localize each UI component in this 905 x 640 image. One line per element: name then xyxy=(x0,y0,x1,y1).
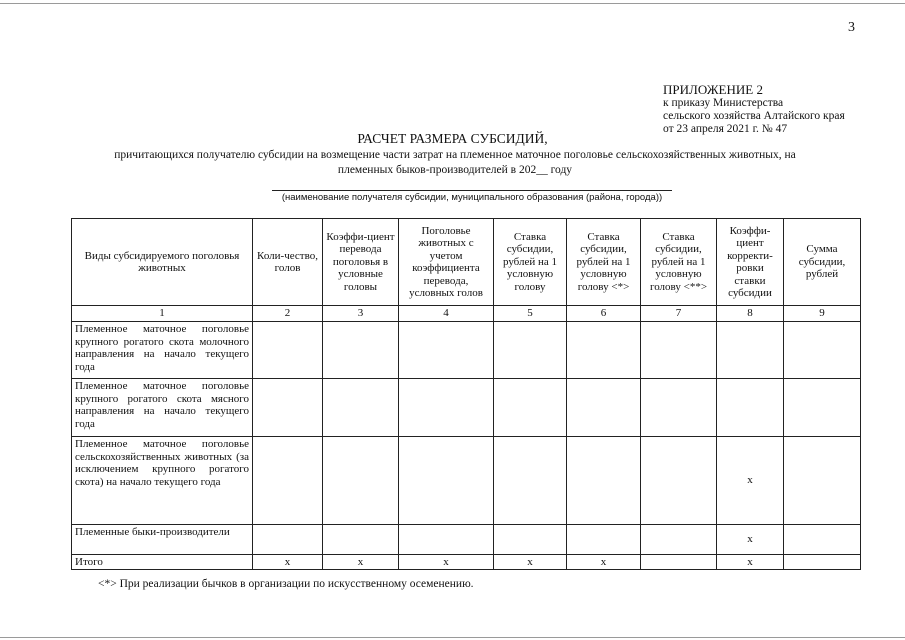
table-row xyxy=(72,525,861,555)
table-cell xyxy=(323,379,399,437)
subtitle-line-2: племенных быков-производителей в 202__ году xyxy=(337,164,573,176)
top-border-line xyxy=(0,3,905,4)
row-label: Племенное маточное поголовье крупного рогатого скота мясного направления на начало текущего года xyxy=(72,379,253,437)
table-cell xyxy=(253,379,323,437)
document-title: РАСЧЕТ РАЗМЕРА СУБСИДИЙ, xyxy=(357,131,548,146)
header-cell: Коэффи-циент корректи-ровки ставки субсидии xyxy=(717,219,784,306)
table-cell xyxy=(399,322,494,379)
subsidy-calculation-table xyxy=(71,218,861,570)
row-label: Племенное маточное поголовье сельскохозяйственных животных (за исключением крупного рогатого скота) на начало текущего года xyxy=(72,437,253,525)
table-cell xyxy=(567,525,641,555)
total-cell: x xyxy=(253,555,323,570)
header-cell: Коли-чество, голов xyxy=(253,219,323,306)
footnote: <*> При реализации бычков в организации по искусственному осеменению. xyxy=(98,578,474,590)
row-label: Племенное маточное поголовье крупного рогатого скота молочного направления на начало текущего года xyxy=(72,322,253,379)
subtitle-line-1: причитающихся получателю субсидии на возмещение части затрат на племенное маточное поголовье сельскохозяйственных животных, на xyxy=(114,149,796,161)
table-cell xyxy=(784,322,861,379)
table-row xyxy=(72,437,861,525)
total-cell xyxy=(784,555,861,570)
table-cell xyxy=(717,322,784,379)
recipient-name-caption: (наименование получателя субсидии, муниципального образования (района, города)) xyxy=(281,192,663,203)
table-cell xyxy=(253,322,323,379)
column-number: 4 xyxy=(399,306,494,322)
appendix-title: ПРИЛОЖЕНИЕ 2 xyxy=(663,82,763,97)
column-number: 9 xyxy=(784,306,861,322)
table-cell xyxy=(323,437,399,525)
table-cell xyxy=(253,525,323,555)
total-cell: x xyxy=(717,555,784,570)
total-cell: x xyxy=(494,555,567,570)
recipient-name-line xyxy=(272,190,672,191)
header-cell: Виды субсидируемого поголовья животных xyxy=(72,219,253,306)
table-cell xyxy=(399,525,494,555)
appendix-line-2: сельского хозяйства Алтайского края xyxy=(663,110,845,122)
header-cell: Поголовье животных с учетом коэффициента перевода, условных голов xyxy=(399,219,494,306)
appendix-line-1: к приказу Министерства xyxy=(663,97,784,109)
table-cell xyxy=(494,525,567,555)
table-cell xyxy=(323,525,399,555)
total-row xyxy=(72,555,861,570)
total-label: Итого xyxy=(72,555,253,570)
table-cell xyxy=(494,437,567,525)
table-cell xyxy=(784,379,861,437)
appendix-block xyxy=(663,82,845,136)
table-cell xyxy=(641,322,717,379)
table-header-row xyxy=(72,219,861,306)
column-number: 3 xyxy=(323,306,399,322)
header-cell: Сумма субсидии, рублей xyxy=(784,219,861,306)
document-subtitle xyxy=(55,148,855,178)
header-cell: Ставка субсидии, рублей на 1 условную голову <*> xyxy=(567,219,641,306)
table-cell xyxy=(784,437,861,525)
header-cell: Коэффи-циент перевода поголовья в условные головы xyxy=(323,219,399,306)
table-cell xyxy=(253,437,323,525)
table-cell xyxy=(784,525,861,555)
total-cell: x xyxy=(567,555,641,570)
bottom-border-line xyxy=(0,637,905,638)
table-row xyxy=(72,379,861,437)
column-number: 8 xyxy=(717,306,784,322)
total-cell: x xyxy=(399,555,494,570)
table-cell: x xyxy=(717,437,784,525)
table-cell: x xyxy=(717,525,784,555)
appendix-line-3: от 23 апреля 2021 г. № 47 xyxy=(663,123,788,135)
column-number: 1 xyxy=(72,306,253,322)
row-label: Племенные быки-производители xyxy=(72,525,253,555)
column-number: 7 xyxy=(641,306,717,322)
table-cell xyxy=(567,437,641,525)
column-number: 6 xyxy=(567,306,641,322)
table-cell xyxy=(567,322,641,379)
table-cell xyxy=(323,322,399,379)
header-cell: Ставка субсидии, рублей на 1 условную голову <**> xyxy=(641,219,717,306)
table-cell xyxy=(399,379,494,437)
column-number-row xyxy=(72,306,861,322)
table-cell xyxy=(494,322,567,379)
table-cell xyxy=(567,379,641,437)
total-cell xyxy=(641,555,717,570)
table-cell xyxy=(494,379,567,437)
page-number: 3 xyxy=(848,20,855,35)
table-cell xyxy=(399,437,494,525)
total-cell: x xyxy=(323,555,399,570)
column-number: 5 xyxy=(494,306,567,322)
table-cell xyxy=(717,379,784,437)
table-cell xyxy=(641,379,717,437)
header-cell: Ставка субсидии, рублей на 1 условную голову xyxy=(494,219,567,306)
table-row xyxy=(72,322,861,379)
column-number: 2 xyxy=(253,306,323,322)
table-cell xyxy=(641,525,717,555)
table-cell xyxy=(641,437,717,525)
